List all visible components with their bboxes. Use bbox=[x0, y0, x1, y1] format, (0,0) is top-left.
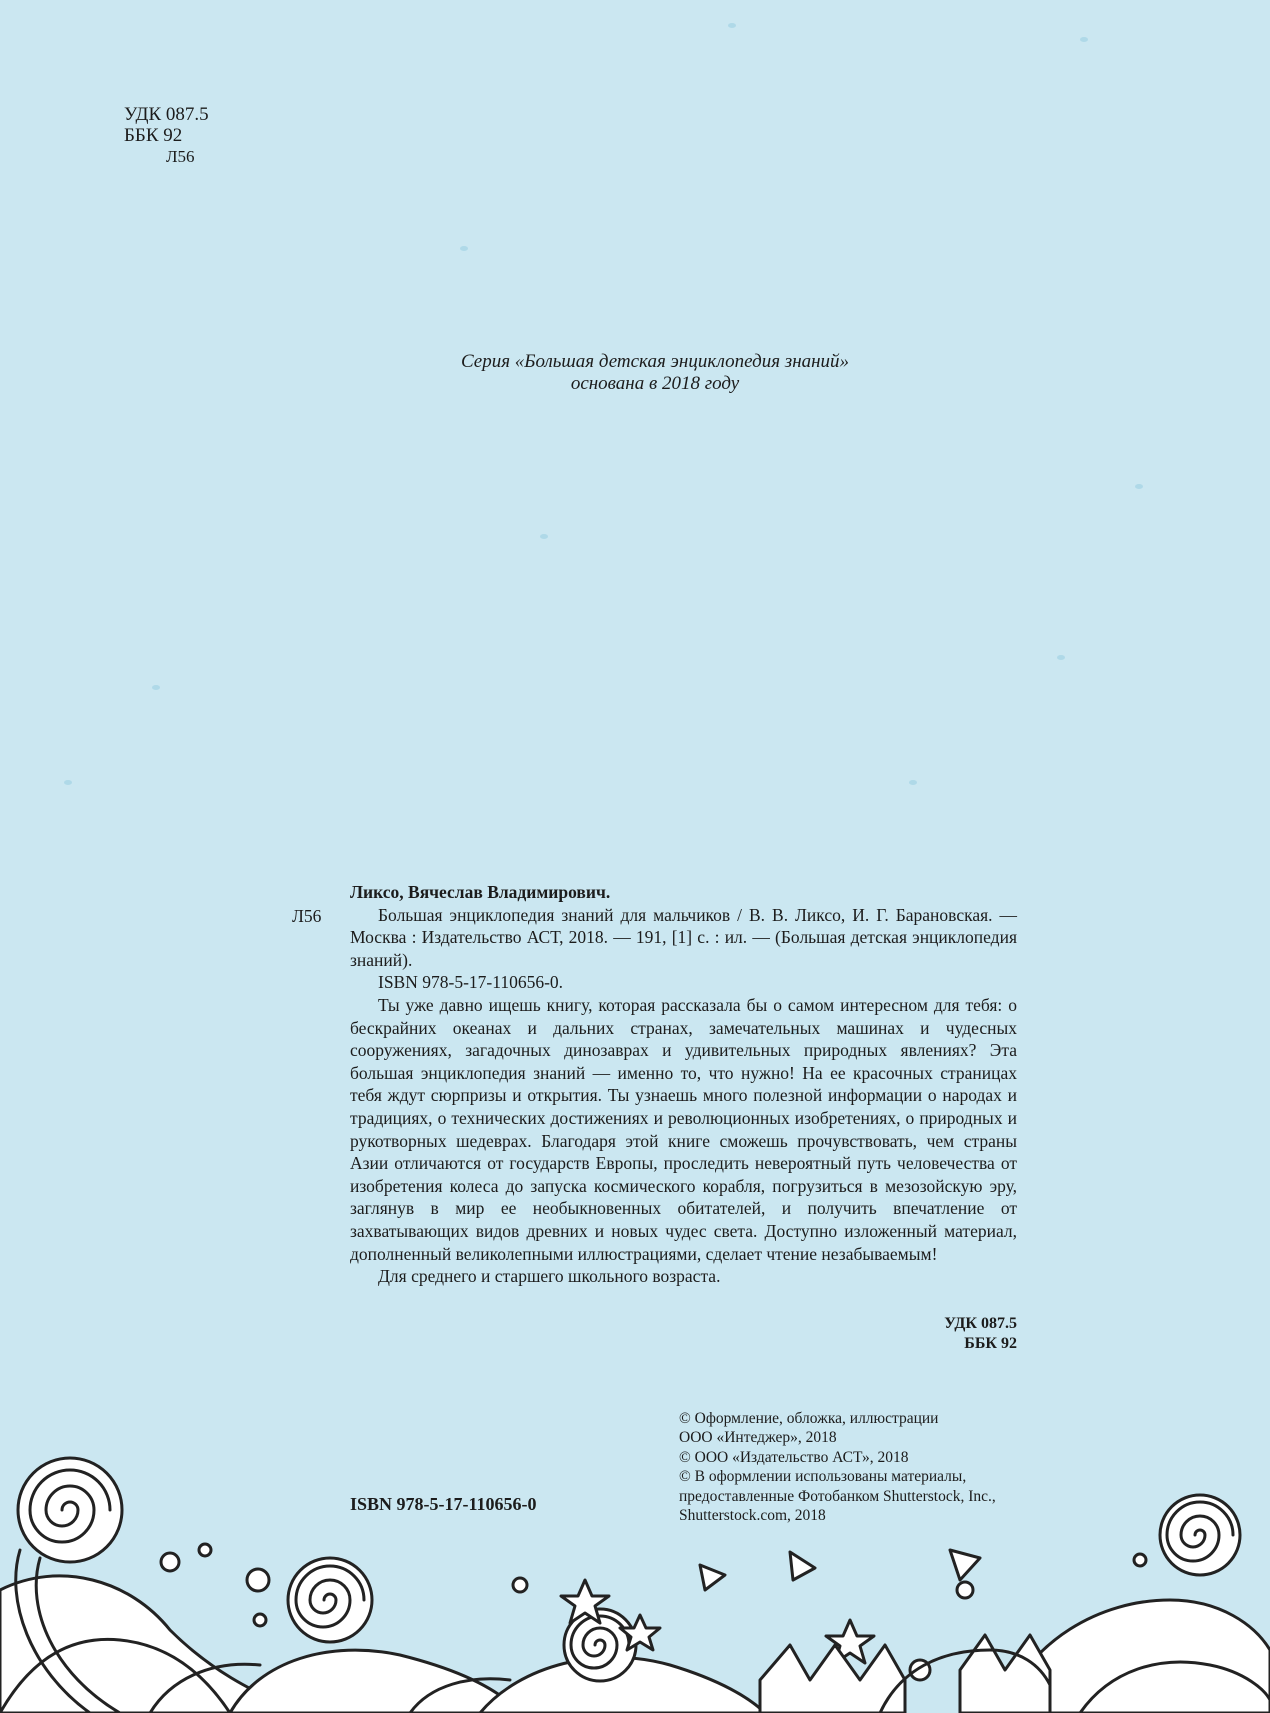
classification-codes-entry bbox=[880, 1314, 1017, 1354]
isbn-footer: ISBN 978-5-17-110656-0 bbox=[350, 1494, 537, 1514]
doodle-ornament bbox=[0, 1440, 1270, 1713]
swirl-band bbox=[230, 1650, 520, 1713]
udk-code: УДК 087.5 bbox=[124, 104, 209, 125]
bubble-icon bbox=[161, 1553, 179, 1571]
classification-codes-top bbox=[124, 104, 209, 167]
entry-age: Для среднего и старшего школьного возраста. bbox=[378, 1266, 721, 1287]
triangle-icon bbox=[950, 1550, 980, 1580]
zigzag-banner bbox=[760, 1645, 905, 1713]
spiral-icon bbox=[1160, 1495, 1240, 1575]
paper-speck bbox=[540, 534, 548, 539]
zigzag-banner bbox=[960, 1635, 1050, 1713]
paper-speck bbox=[1135, 484, 1143, 489]
bubble-icon bbox=[513, 1578, 527, 1592]
triangle-icon bbox=[790, 1552, 815, 1580]
series-note bbox=[0, 351, 1270, 395]
bubble-icon bbox=[254, 1614, 266, 1626]
bubble-icon bbox=[247, 1569, 269, 1591]
spiral-icon bbox=[18, 1458, 122, 1562]
entry-author: Ликсо, Вячеслав Владимирович. bbox=[350, 882, 611, 902]
series-line-1: Серия «Большая детская энциклопедия знаний» bbox=[460, 351, 850, 372]
bubble-icon bbox=[1134, 1554, 1146, 1566]
paper-speck bbox=[1080, 37, 1088, 42]
copyright-line: © Оформление, обложка, иллюстрации bbox=[679, 1410, 939, 1427]
spiral-icon bbox=[288, 1558, 372, 1642]
paper-speck bbox=[728, 23, 736, 28]
author-code: Л56 bbox=[166, 147, 195, 166]
entry-title: Большая энциклопедия знаний для мальчиков / В. В. Ликсо, И. Г. Барановская. — Москва : Издательство АСТ, 2018. — 191, [1] с. : ил. — (Большая детская энциклопедия знаний). bbox=[350, 904, 1017, 970]
copyright-line: © ООО «Издательство АСТ», 2018 bbox=[679, 1448, 909, 1466]
entry-udk: УДК 087.5 bbox=[944, 1315, 1017, 1332]
bibliographic-entry bbox=[350, 881, 1017, 1288]
series-line-2: основана в 2018 году bbox=[570, 373, 740, 394]
entry-isbn: ISBN 978-5-17-110656-0. bbox=[378, 972, 564, 993]
paper-speck bbox=[909, 780, 917, 785]
bbk-code: ББК 92 bbox=[124, 125, 183, 146]
entry-author-code: Л56 bbox=[292, 906, 322, 926]
paper-speck bbox=[1057, 655, 1065, 660]
copyright-line: Shutterstock.com, 2018 bbox=[679, 1507, 826, 1525]
copyright-line: © В оформлении использованы материалы, bbox=[679, 1468, 967, 1486]
copyright-line: предоставленные Фотобанком Shutterstock, Inc., bbox=[679, 1487, 996, 1505]
entry-annotation: Ты уже давно ищешь книгу, которая рассказала бы о самом интересном для тебя: о бескрайних океанах и дальних странах, замечательных машинах и чудесных сооружениях, загадочных динозаврах и удивительных природных явлениях? Эта большая энциклопедия знаний — именно то, что нужно! На ее красочных страницах тебя ждут сюрпризы и открытия. Ты узнаешь много полезной информации о народах и традициях, о технических достижениях и революционных изобретениях, о природных и рукотворных шедеврах. Благодаря этой книге сможешь прочувствовать, чем страны Азии отличаются от государств Европы, проследить невероятный путь человечества от изобретения колеса до запуска космического корабля, погрузиться в мезозойскую эру, заглянув в мир ее необыкновенных обитателей, и получить впечатление от захватывающих видов древних и новых чудес света. Доступно изложенный материал, дополненный великолепными иллюстрациями, сделает чтение незабываемым! bbox=[350, 994, 1017, 1264]
copyright-line: ООО «Интеджер», 2018 bbox=[679, 1429, 837, 1447]
bubble-icon bbox=[957, 1582, 973, 1598]
triangle-icon bbox=[700, 1565, 725, 1590]
bubble-icon bbox=[199, 1544, 211, 1556]
paper-speck bbox=[64, 780, 72, 785]
paper-speck bbox=[460, 246, 468, 251]
paper-speck bbox=[152, 685, 160, 690]
entry-bbk: ББК 92 bbox=[964, 1335, 1017, 1352]
